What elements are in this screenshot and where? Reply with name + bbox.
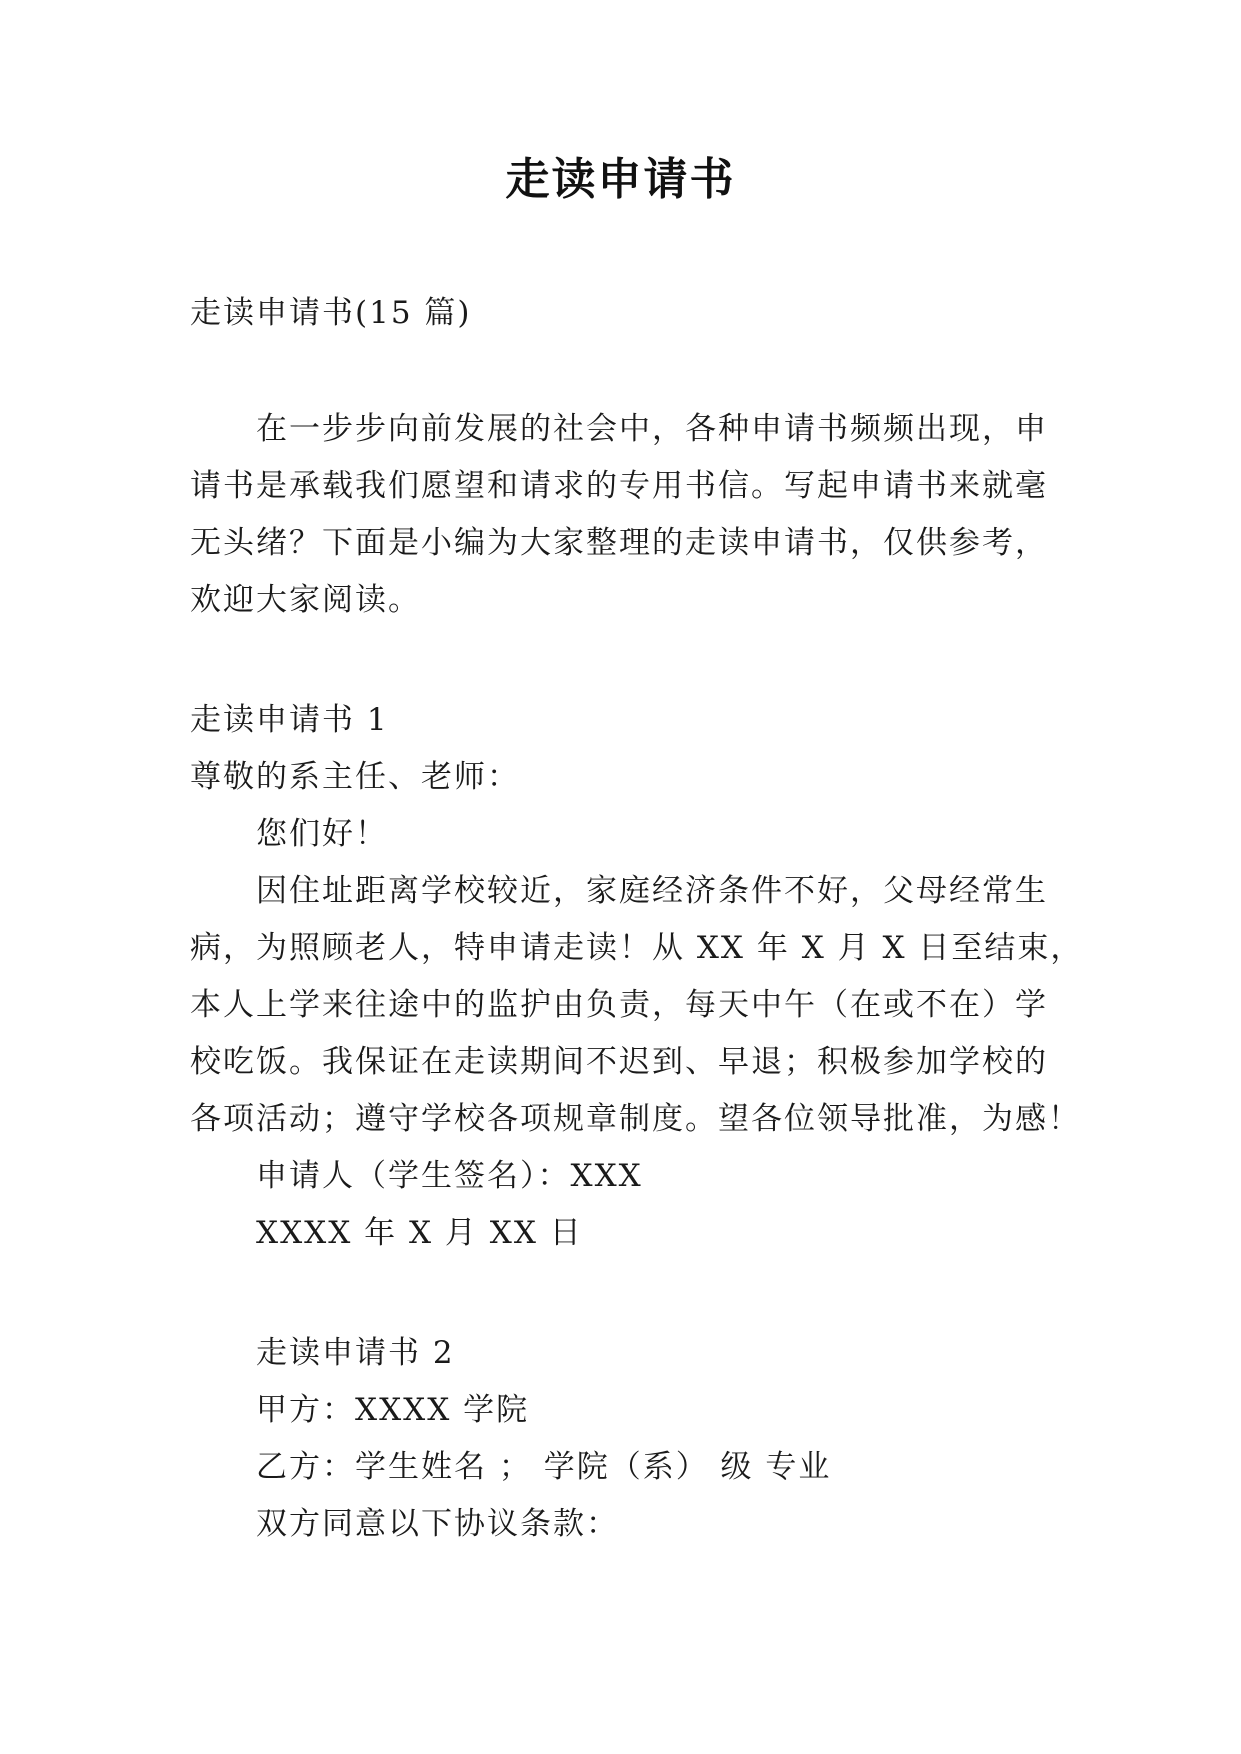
section1-greeting: 您们好！ <box>256 816 388 852</box>
section1-salutation: 尊敬的系主任、老师： <box>190 759 520 795</box>
intro-line: 无头绪？下面是小编为大家整理的走读申请书，仅供参考， <box>190 525 1048 561</box>
section2-party-b: 乙方：学生姓名 ； 学院（系） 级 专业 <box>256 1449 832 1485</box>
section1-signature: 申请人（学生签名）：XXX <box>256 1158 643 1194</box>
intro-line: 欢迎大家阅读。 <box>190 582 421 618</box>
document-title: 走读申请书 <box>505 154 736 205</box>
section1-body-line: 校吃饭。我保证在走读期间不迟到、早退；积极参加学校的 <box>190 1044 1048 1080</box>
section2-party-a: 甲方：XXXX 学院 <box>256 1392 530 1428</box>
section1-date: XXXX 年 X 月 XX 日 <box>256 1215 583 1251</box>
section1-body-line: 本人上学来往途中的监护由负责，每天中午（在或不在）学 <box>190 987 1048 1023</box>
intro-line: 在一步步向前发展的社会中，各种申请书频频出现，申 <box>256 411 1048 447</box>
intro-line: 请书是承载我们愿望和请求的专用书信。写起申请书来就毫 <box>190 468 1048 504</box>
section1-heading: 走读申请书 1 <box>190 702 389 738</box>
section2-heading: 走读申请书 2 <box>256 1335 455 1371</box>
section2-agreement: 双方同意以下协议条款： <box>256 1506 619 1542</box>
section1-body-line: 病，为照顾老人，特申请走读！从 XX 年 X 月 X 日至结束， <box>190 930 1084 966</box>
document-subtitle: 走读申请书(15 篇) <box>190 295 472 331</box>
section1-body-line: 因住址距离学校较近，家庭经济条件不好，父母经常生 <box>256 873 1048 909</box>
section1-body-line: 各项活动；遵守学校各项规章制度。望各位领导批准，为感！ <box>190 1101 1081 1137</box>
